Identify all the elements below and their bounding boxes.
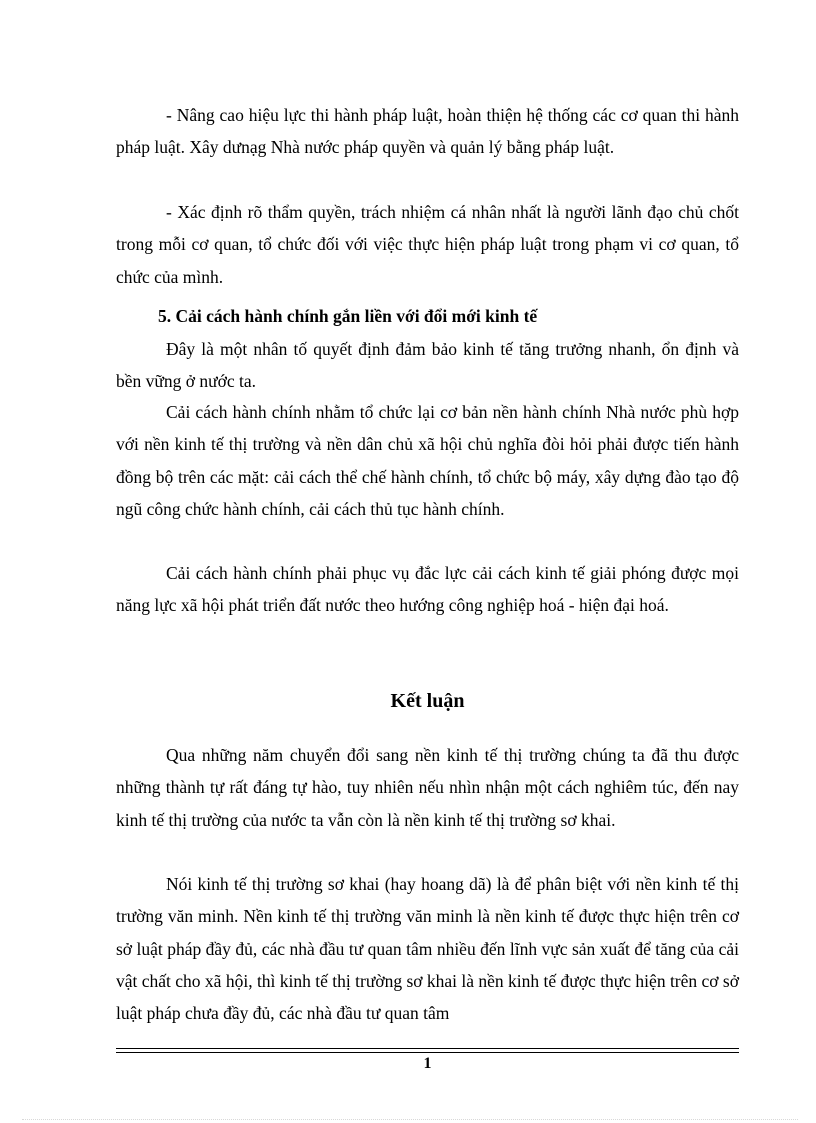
footer-rule-bottom xyxy=(116,1052,739,1053)
page-edge-divider xyxy=(22,1119,798,1120)
paragraph-key-factor: Đây là một nhân tố quyết định đảm bảo kinh tế tăng trưởng nhanh, ổn định và bền vững ở nước ta. xyxy=(116,339,739,392)
section-heading: 5. Cải cách hành chính gắn liền với đổi mới kinh tế xyxy=(158,306,538,326)
paragraph-primitive-market: Nói kinh tế thị trường sơ khai (hay hoang dã) là để phân biệt với nền kinh tế thị trường văn minh. Nền kinh tế thị trường văn minh là nền kinh tế được thực hiện trên cơ sở luật pháp đầy đủ, các nhà đầu tư quan tâm nhiều đến lĩnh vực sản xuất để tăng của cải vật chất cho xã hội, thì kinh tế thị trường sơ khai là nền kinh tế được thực hiện trên cơ sở luật pháp chưa đầy đủ, các nhà đầu tư quan tâm xyxy=(116,874,739,1024)
footer-rule-top xyxy=(116,1048,739,1049)
paragraph-conclusion-intro: Qua những năm chuyển đổi sang nền kinh tế thị trường chúng ta đã thu được những thành tự rất đáng tự hào, tuy nhiên nếu nhìn nhận một cách nghiêm túc, đến nay kinh tế thị trường của nước ta vẫn còn là nền kinh tế thị trường sơ khai. xyxy=(116,745,739,830)
paragraph-responsibility: - Xác định rõ thẩm quyền, trách nhiệm cá nhân nhất là người lãnh đạo chủ chốt trong mỗi cơ quan, tổ chức đối với việc thực hiện pháp luật trong phạm vi cơ quan, tổ chức của mình. xyxy=(116,202,739,287)
paragraph-admin-reform: Cải cách hành chính nhằm tổ chức lại cơ bản nền hành chính Nhà nước phù hợp với nền kinh tế thị trường và nền dân chủ xã hội chủ nghĩa đòi hỏi phải được tiến hành đồng bộ trên các mặt: cải cách thể chế hành chính, tổ chức bộ máy, xây dựng đào tạo độ ngũ công chức hành chính, cải cách thủ tục hành chính. xyxy=(116,402,739,519)
page-number: 1 xyxy=(423,1055,432,1072)
paragraph-serve-economy: Cải cách hành chính phải phục vụ đắc lực cải cách kinh tế giải phóng được mọi năng lực xã hội phát triển đất nước theo hướng công nghiệp hoá - hiện đại hoá. xyxy=(116,563,739,616)
conclusion-title: Kết luận xyxy=(390,690,465,712)
paragraph-law-enforcement: - Nâng cao hiệu lực thi hành pháp luật, hoàn thiện hệ thống các cơ quan thi hành pháp luật. Xây dưnạg Nhà nước pháp quyền và quản lý bằng pháp luật. xyxy=(116,105,739,158)
